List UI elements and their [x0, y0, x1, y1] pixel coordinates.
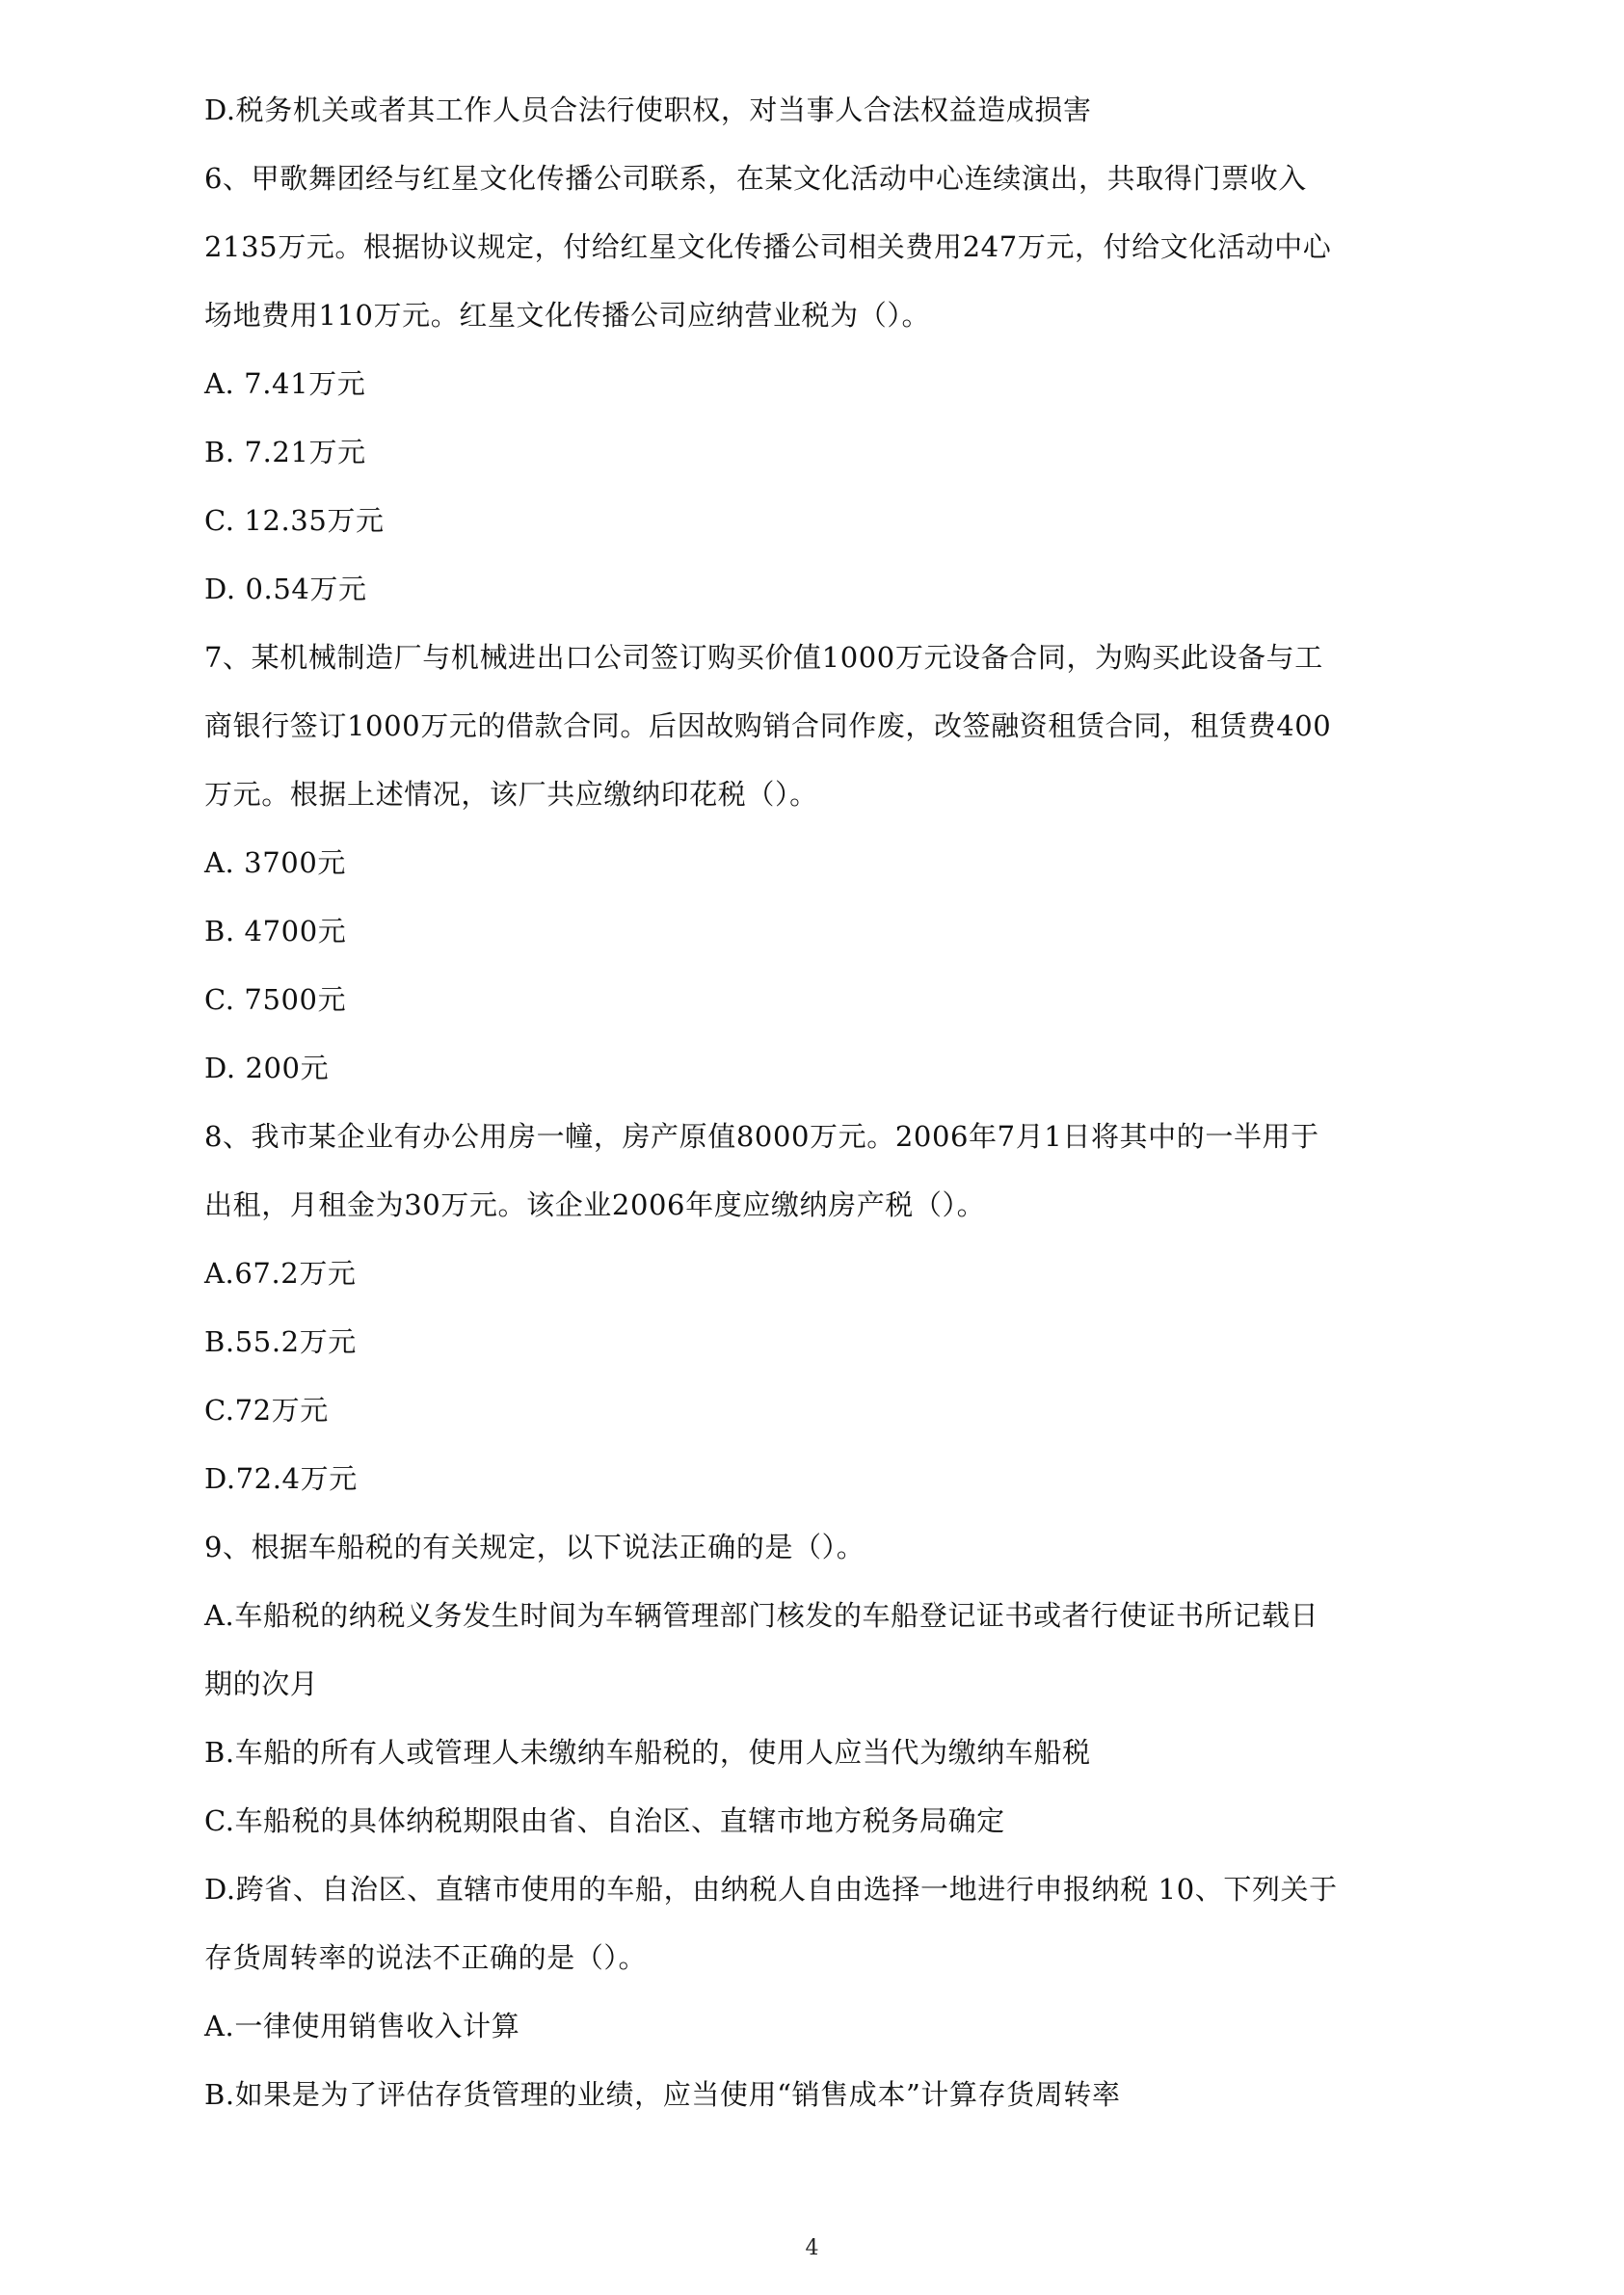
question-9-option-a-line-2: 期的次月 [204, 1668, 319, 1700]
question-6-line-3: 场地费用110万元。红星文化传播公司应纳营业税为（）。 [204, 299, 931, 332]
question-9-option-c: C.车船税的具体纳税期限由省、自治区、直辖市地方税务局确定 [204, 1804, 1005, 1837]
question-7-line-1: 7、某机械制造厂与机械进出口公司签订购买价值1000万元设备合同，为购买此设备与工 [204, 641, 1323, 674]
question-10-option-b: B.如果是为了评估存货管理的业绩，应当使用“销售成本”计算存货周转率 [204, 2078, 1121, 2111]
question-6-line-1: 6、甲歌舞团经与红星文化传播公司联系，在某文化活动中心连续演出，共取得门票收入 [204, 162, 1307, 195]
question-8-line-2: 出租，月租金为30万元。该企业2006年度应缴纳房产税（）。 [204, 1188, 986, 1221]
question-10-line-2: 存货周转率的说法不正确的是（）。 [204, 1941, 648, 1974]
page-number: 4 [805, 2236, 819, 2260]
question-8-line-1: 8、我市某企业有办公用房一幢，房产原值8000万元。2006年7月1日将其中的一半用于 [204, 1120, 1319, 1153]
page-body [204, 83, 1428, 2136]
question-7-option-b: B. 4700元 [204, 915, 347, 947]
question-9-option-b: B.车船的所有人或管理人未缴纳车船税的，使用人应当代为缴纳车船税 [204, 1736, 1091, 1769]
question-10-option-a: A.一律使用销售收入计算 [204, 2010, 520, 2042]
question-7-option-d: D. 200元 [204, 1052, 330, 1084]
question-8-option-c: C.72万元 [204, 1394, 329, 1427]
question-8-option-a: A.67.2万元 [204, 1257, 357, 1290]
question-7-option-c: C. 7500元 [204, 983, 347, 1016]
question-7-line-2: 商银行签订1000万元的借款合同。后因故购销合同作废，改签融资租赁合同，租赁费400 [204, 709, 1332, 742]
question-6-option-a: A. 7.41万元 [204, 367, 366, 400]
question-6-line-2: 2135万元。根据协议规定，付给红星文化传播公司相关费用247万元，付给文化活动中心 [204, 230, 1332, 263]
question-9-option-d-and-question-10-line-1: D.跨省、自治区、直辖市使用的车船，由纳税人自由选择一地进行申报纳税 10、下列关于 [204, 1873, 1338, 1906]
question-9-option-a-line-1: A.车船税的纳税义务发生时间为车辆管理部门核发的车船登记证书或者行使证书所记载日 [204, 1599, 1319, 1632]
question-7-line-3: 万元。根据上述情况，该厂共应缴纳印花税（）。 [204, 778, 818, 811]
question-7-option-a: A. 3700元 [204, 846, 346, 879]
question-8-option-d: D.72.4万元 [204, 1462, 358, 1495]
question-6-option-b: B. 7.21万元 [204, 436, 366, 468]
question-8-option-b: B.55.2万元 [204, 1325, 357, 1358]
question-9-line-1: 9、根据车船税的有关规定，以下说法正确的是（）。 [204, 1531, 865, 1563]
question-6-option-c: C. 12.35万元 [204, 504, 385, 537]
question-6-option-d: D. 0.54万元 [204, 573, 367, 605]
text-line-d-option-q5: D.税务机关或者其工作人员合法行使职权，对当事人合法权益造成损害 [204, 93, 1092, 126]
